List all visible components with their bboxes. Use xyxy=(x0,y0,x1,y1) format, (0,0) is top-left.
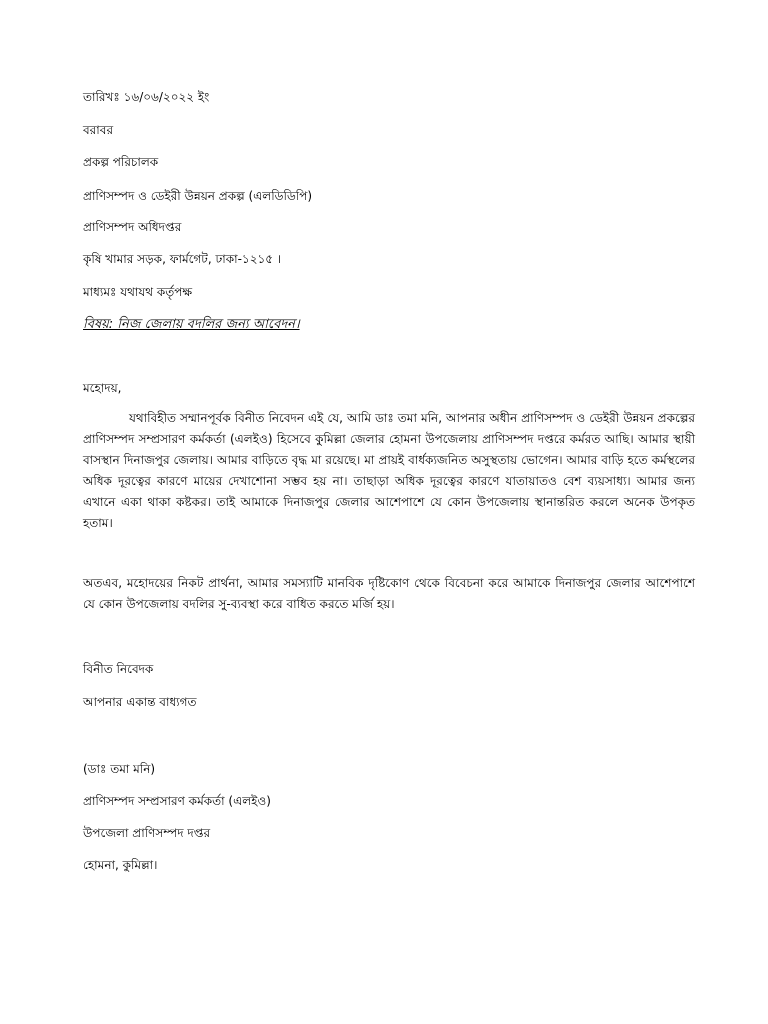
subject-line: বিষয়: নিজ জেলায় বদলির জন্য আবেদন। xyxy=(83,317,300,332)
salutation: মহোদয়, xyxy=(83,381,122,395)
recipient-line-designation: প্রকল্প পরিচালক xyxy=(83,155,159,169)
letter-date: তারিখঃ ১৬/০৬/২০২২ ইং xyxy=(83,90,210,104)
closing-line-2: আপনার একান্ত বাধ্যগত xyxy=(83,695,197,709)
body-paragraph-2: অতএব, মহোদয়ের নিকট প্রার্থনা, আমার সমস্যাটি মানবিক দৃষ্টিকোণ থেকে বিবেচনা করে আমাকে দিনাজপুর জেলার আশেপাশে যে কোন উপজেলায় বদলির সু-ব্যবস্থা করে বাধিত করতে মর্জি হয়। xyxy=(83,576,695,611)
sender-name: (ডাঃ তমা মনি) xyxy=(83,762,156,776)
sender-location: হোমনা, কুমিল্লা। xyxy=(83,858,158,872)
recipient-line-address: কৃষি খামার সড়ক, ফার্মগেট, ঢাকা-১২১৫ । xyxy=(83,252,282,266)
sender-designation: প্রাণিসম্পদ সম্প্রসারণ কর্মকর্তা (এলইও) xyxy=(83,794,271,808)
body-paragraph-1: যথাবিহীত সম্মানপূর্বক বিনীত নিবেদন এই যে, আমি ডাঃ তমা মনি, আপনার অধীন প্রাণিসম্পদ ও ডেইরী উন্নয়ন প্রকল্পের প্রাণিসম্পদ সম্প্রসারণ কর্মকর্তা (এলইও) হিসেবে কুমিল্লা জেলার হোমনা উপজেলায় প্রাণিসম্পদ দপ্তরে কর্মরত আছি। আমার স্থায়ী বাসস্থান দিনাজপুর জেলায়। আমার বাড়িতে বৃদ্ধ মা রয়েছে। মা প্রায়ই বার্ধক্যজনিত অসুস্থতায় ভোগেন। আমার বাড়ি হতে কর্মস্থলের অধিক দূরত্বের কারণে মায়ের দেখাশোনা সম্ভব হয় না। তাছাড়া অধিক দূরত্বের কারণে যাতায়াতও বেশ ব্যয়সাধ্য। আমার জন্য এখানে একা থাকা কষ্টকর। তাই আমাকে দিনাজপুর জেলার আশেপাশে যে কোন উপজেলায় স্থানান্তরিত করলে অনেক উপকৃত হতাম। xyxy=(83,411,695,530)
to-label: বরাবর xyxy=(83,123,114,137)
recipient-line-department: প্রাণিসম্পদ অধিদপ্তর xyxy=(83,220,182,234)
through-line: মাধ্যমঃ যথাযথ কর্তৃপক্ষ xyxy=(83,285,193,299)
sender-office: উপজেলা প্রাণিসম্পদ দপ্তর xyxy=(83,826,211,840)
closing-line-1: বিনীত নিবেদক xyxy=(83,662,154,676)
recipient-line-project: প্রাণিসম্পদ ও ডেইরী উন্নয়ন প্রকল্প (এলডিডিপি) xyxy=(83,189,313,203)
